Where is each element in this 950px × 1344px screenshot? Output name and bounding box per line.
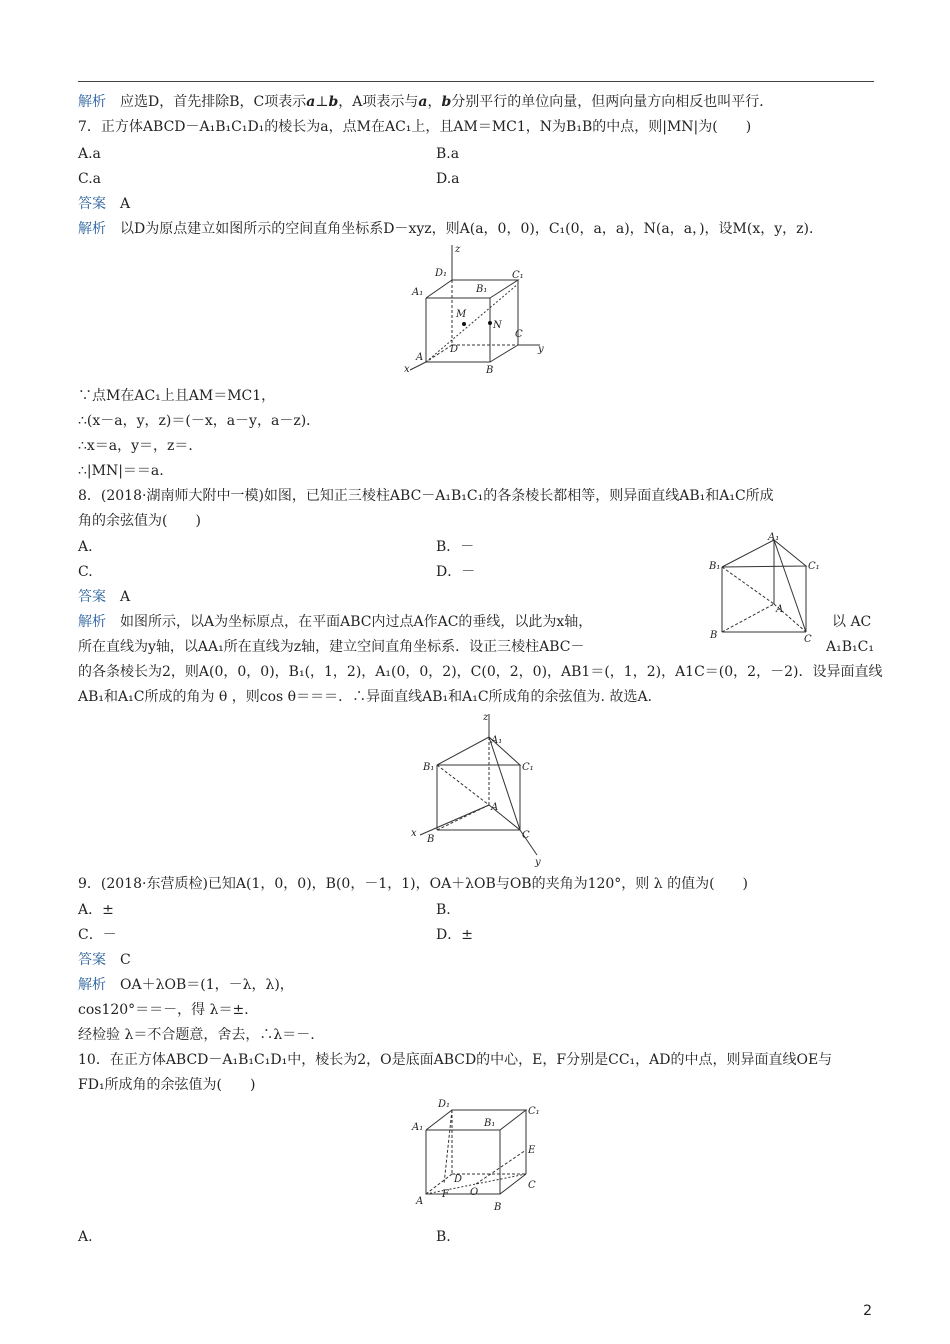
fig-label: B₁ [476, 284, 488, 295]
answer-tag: 答案 [78, 589, 106, 605]
fig-label: B [486, 365, 494, 376]
fig-label: C₁ [512, 270, 524, 281]
q9-option-b: B. [436, 902, 451, 918]
fig-label: A₁ [412, 1122, 424, 1133]
q9-option-c: C．－ [78, 927, 117, 943]
q10-stem-line2: FD₁所成角的余弦值为( ) [78, 1077, 256, 1093]
q10-option-b: B. [436, 1229, 451, 1245]
q8-analysis-line4: AB₁和A₁C所成的角为 θ ，则cos θ＝＝＝．∴异面直线AB₁和A₁C所成角的余弦值为. 故选A. [78, 689, 653, 705]
fig-label: A [776, 604, 784, 615]
q8-option-d: D．－ [436, 564, 476, 580]
fig-label: B₁ [709, 561, 721, 572]
q7-option-a: A.a [78, 146, 101, 162]
q8-stem-line2: 角的余弦值为( ) [78, 513, 201, 529]
page-number: 2 [863, 1303, 872, 1319]
fig-label: D₁ [438, 1099, 451, 1110]
q9-stem: 9．(2018·东营质检)已知A(1，0，0)，B(0，－1，1)，OA＋λOB与OB的夹角为120°，则 λ 的值为( ) [78, 876, 749, 892]
fig-label: z [483, 712, 489, 723]
fig-label: A₁ [412, 287, 424, 298]
fig-label: B [494, 1202, 502, 1213]
fig-label: B₁ [484, 1118, 496, 1129]
q9-step-1: cos120°＝＝－，得 λ＝±． [78, 1002, 259, 1018]
q8-stem-line1: 8．(2018·湖南师大附中一模)如图，已知正三棱柱ABC－A₁B₁C₁的各条棱长都相等，则异面直线AB₁和A₁C所成 [78, 488, 774, 504]
fig-label: D₁ [435, 268, 448, 279]
fig-label: D [450, 344, 459, 355]
fig-label: M [456, 309, 467, 320]
fig-label: B₁ [423, 762, 435, 773]
q9-option-d: D．± [436, 927, 473, 943]
q6-analysis: 解析 应选D，首先排除B，C项表示a⊥b，A项表示与a，b分别平行的单位向量，但两向量方向相反也叫平行． [78, 94, 774, 110]
answer-tag: 答案 [78, 952, 106, 968]
fig-label: F [442, 1189, 449, 1200]
fig-label: C [804, 634, 812, 645]
q7-option-b: B.a [436, 146, 460, 162]
q7-option-c: C.a [78, 171, 102, 187]
fig-label: C₁ [808, 561, 820, 572]
q7-step-3: ∴x＝a，y＝，z＝． [78, 438, 203, 454]
q8-answer: 答案 A [78, 589, 131, 605]
fig-label: C₁ [528, 1106, 540, 1117]
q8-analysis-line3: 的各条棱长为2，则A(0，0，0)，B₁(，1，2)，A₁(0，0，2)，C(0，2，0)，AB1＝(，1，2)，A1C＝(0，2，－2)．设异面直线 [78, 664, 883, 680]
q8-prism-figure-axes [405, 710, 555, 870]
fig-label: N [493, 320, 502, 331]
q7-cube-figure [400, 240, 560, 375]
analysis-tag: 解析 [78, 614, 106, 630]
q7-step-1: ∵点M在AC₁上且AM＝MC1， [78, 388, 276, 404]
q7-option-d: D.a [436, 171, 460, 187]
analysis-tag: 解析 [78, 221, 106, 237]
q10-cube-figure [408, 1098, 558, 1218]
fig-label: C [515, 329, 523, 340]
q8-analysis-line1-tail: 以 AC [832, 614, 872, 630]
answer-tag: 答案 [78, 196, 106, 212]
analysis-tag: 解析 [78, 977, 106, 993]
fig-label: O [470, 1187, 479, 1198]
fig-label: C [522, 830, 530, 841]
q7-step-2: ∴(x－a，y，z)＝(－x，a－y，a－z)． [78, 413, 321, 429]
fig-label: A [416, 1196, 424, 1207]
fig-label: B [427, 834, 435, 845]
q7-stem: 7．正方体ABCD－A₁B₁C₁D₁的棱长为a，点M在AC₁上，且AM＝MC1，N为B₁B的中点，则|MN|为( ) [78, 119, 752, 135]
fig-label: A [416, 352, 424, 363]
q10-stem-line1: 10．在正方体ABCD－A₁B₁C₁D₁中，棱长为2，O是底面ABCD的中心，E，F分别是CC₁，AD的中点，则异面直线OE与 [78, 1052, 833, 1068]
fig-label: A [491, 802, 499, 813]
q8-analysis-line2-tail: A₁B₁C₁ [826, 639, 874, 655]
q7-analysis: 解析 以D为原点建立如图所示的空间直角坐标系D－xyz，则A(a，0，0)，C₁(0，a，a)，N(a，a，)，设M(x，y，z)． [78, 221, 823, 237]
q7-step-4: ∴|MN|＝＝a. [78, 463, 164, 479]
fig-label: z [455, 244, 461, 255]
q8-analysis-line2: 所在直线为y轴，以AA₁所在直线为z轴，建立空间直角坐标系．设正三棱柱ABC－ [78, 639, 585, 655]
fig-label: y [535, 857, 541, 868]
fig-label: D [454, 1174, 463, 1185]
fig-label: C [528, 1180, 536, 1191]
q9-analysis: 解析 OA＋λOB＝(1，－λ，λ)， [78, 977, 294, 993]
q9-option-a: A．± [78, 902, 114, 918]
q8-option-a: A. [78, 539, 93, 555]
q9-answer: 答案 C [78, 952, 131, 968]
fig-label: B [710, 630, 718, 641]
q8-option-b: B．－ [436, 539, 475, 555]
fig-label: A₁ [491, 735, 503, 746]
q9-step-2: 经检验 λ＝不合题意，舍去，∴λ＝－. [78, 1027, 315, 1043]
fig-label: E [528, 1145, 536, 1156]
analysis-tag: 解析 [78, 94, 106, 110]
fig-label: C₁ [522, 762, 534, 773]
fig-label: A₁ [768, 532, 780, 543]
q7-answer: 答案 A [78, 196, 131, 212]
q8-option-c: C. [78, 564, 93, 580]
fig-label: x [404, 364, 410, 375]
q8-prism-figure-small [706, 532, 821, 644]
header-rule [78, 81, 874, 82]
q8-analysis-line1: 解析 如图所示，以A为坐标原点，在平面ABC内过点A作AC的垂线，以此为x轴， [78, 614, 593, 630]
fig-label: y [538, 344, 544, 355]
fig-label: x [411, 828, 417, 839]
q10-option-a: A. [78, 1229, 93, 1245]
